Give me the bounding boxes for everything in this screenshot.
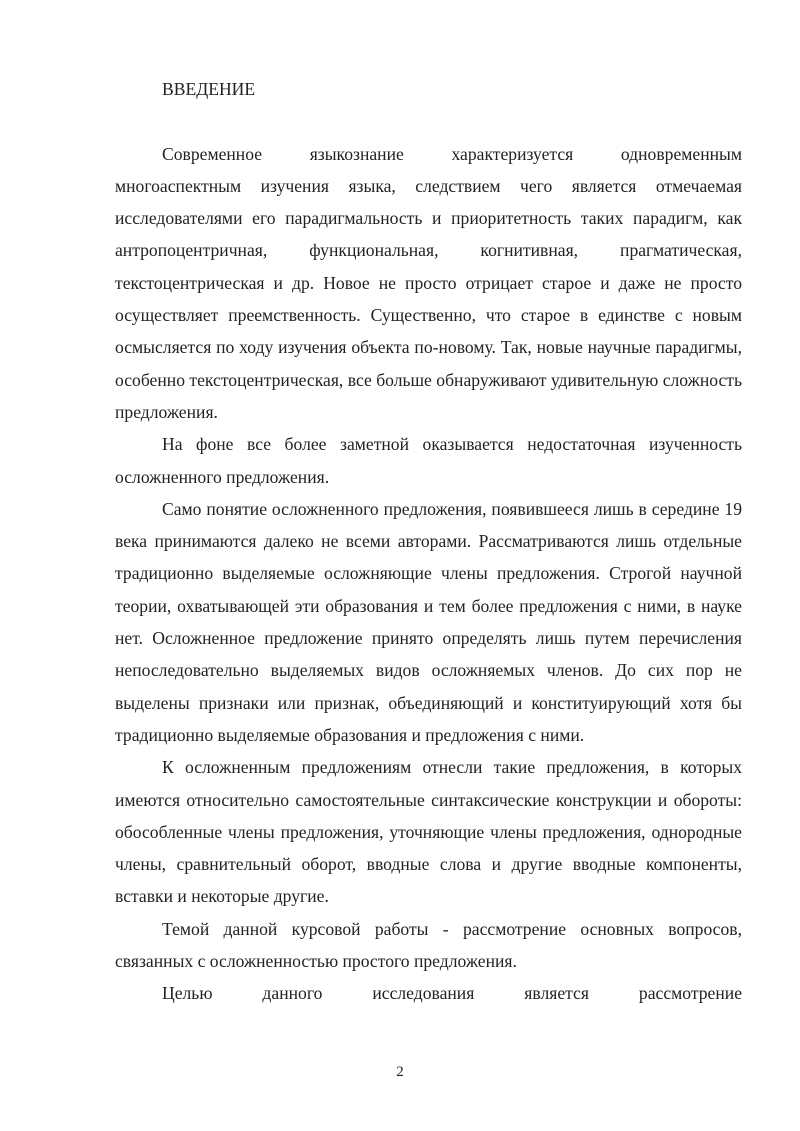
paragraph: Современное языкознание характеризуется одновременным многоаспектным изучения языка, следствием чего является отмечаемая исследователями его парадигмальность и приоритетность таких парадигм, как антропоцентричная, функциональная, когнитивная, прагматическая, текстоцентрическая и др. Новое не просто отрицает старое и даже не просто осуществляет преемственность. Существенно, что старое в единстве с новым осмысляется по ходу изучения объекта по-новому. Так, новые научные парадигмы, особенно текстоцентрическая, все больше обнаруживают удивительную сложность предложения. <box>115 143 742 422</box>
document-body <box>115 73 742 1010</box>
purpose-label: Целью данного исследования <box>162 983 475 1004</box>
purpose-text: является рассмотрение <box>474 983 742 1004</box>
paragraph: К осложненным предложениям отнесли такие предложения, в которых имеются относительно самостоятельные синтаксические конструкции и обороты: обособленные члены предложения, уточняющие члены предложения, однородные члены, сравнительный оборот, вводные слова и другие вводные компоненты, вставки и некоторые другие. <box>115 757 742 907</box>
section-heading: ВВЕДЕНИЕ <box>162 79 256 99</box>
paragraph-purpose <box>115 977 742 1009</box>
paragraph: Само понятие осложненного предложения, появившееся лишь в середине 19 века принимаются далеко не всеми авторами. Рассматриваются лишь отдельные традиционно выделяемые осложняющие члены предложения. Строгой научной теории, охватывающей эти образования и тем более предложения с ними, в науке нет. Осложненное предложение принято определять лишь путем перечисления непоследовательно выделяемых видов осложняемых членов. До сих пор не выделены признаки или признак, объединяющий и конституирующий хотя бы традиционно выделяемые образования и предложения с ними. <box>115 498 742 745</box>
page-number: 2 <box>396 1064 404 1080</box>
paragraph: Темой данной курсовой работы - рассмотрение основных вопросов, связанных с осложненностью простого предложения. <box>115 918 742 972</box>
paragraph: На фоне все более заметной оказывается недостаточная изученность осложненного предложения. <box>115 434 742 487</box>
blank-line <box>115 105 742 137</box>
